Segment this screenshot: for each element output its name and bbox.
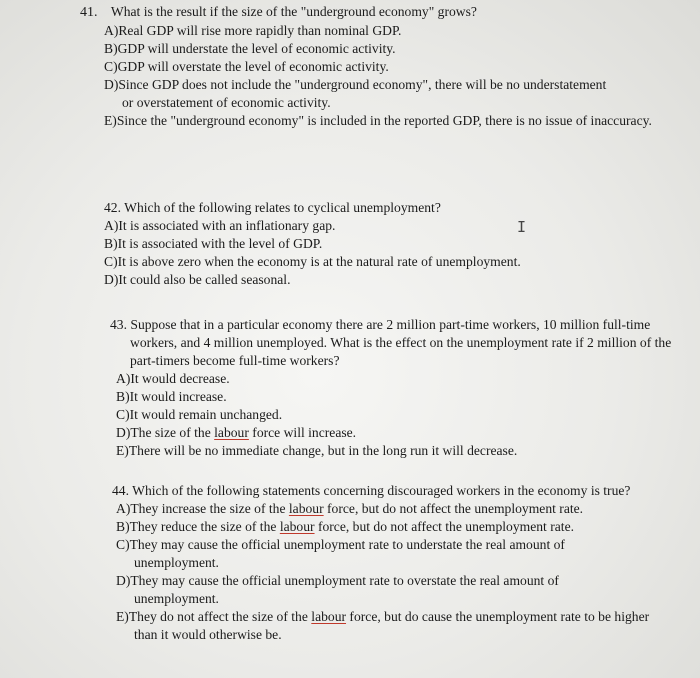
question-stem	[112, 482, 677, 500]
option-label: C)	[104, 59, 118, 74]
option-label: D)	[116, 425, 131, 440]
option-a[interactable]	[104, 22, 680, 40]
option-c[interactable]	[104, 253, 664, 271]
question-number: 41.	[80, 5, 98, 20]
option-text: It would increase.	[129, 389, 227, 404]
option-label: D)	[104, 272, 119, 287]
question-41	[80, 3, 680, 130]
option-label: C)	[104, 254, 118, 269]
option-label: C)	[116, 407, 130, 422]
question-text: What is the result if the size of the "underground economy" grows?	[110, 4, 477, 19]
option-label: A)	[116, 371, 131, 386]
option-text: They may cause the official unemployment rate to understate the real amount of unemployment.	[129, 537, 565, 570]
question-text: Suppose that in a particular economy there are 2 million part-time workers, 10 million full-time workers, and 4 million unemployed. What is the effect on the unemployment rate if 2 million of the part-timers become full-time workers?	[130, 317, 672, 368]
option-label: C)	[116, 537, 130, 552]
option-label: E)	[116, 443, 129, 458]
question-stem	[80, 3, 680, 22]
option-text-underlined: labour	[311, 609, 347, 624]
option-text: It is above zero when the economy is at the natural rate of unemployment.	[117, 254, 521, 269]
option-text: GDP will overstate the level of economic activity.	[117, 59, 389, 74]
question-number: 43.	[110, 317, 127, 332]
option-label: D)	[104, 77, 119, 92]
option-text: It would remain unchanged.	[129, 407, 283, 422]
option-text: Since the "underground economy" is included in the reported GDP, there is no issue of inaccuracy.	[116, 113, 652, 128]
question-text: Which of the following relates to cyclical unemployment?	[124, 200, 441, 215]
option-text: They do not affect the size of the	[128, 609, 312, 624]
question-number: 42.	[104, 200, 121, 215]
option-d[interactable]	[116, 424, 670, 442]
option-text: They reduce the size of the	[129, 519, 280, 534]
option-e[interactable]	[116, 608, 674, 644]
option-text: Since GDP does not include the "underground economy", there will be no understatement or overstatement of economic activity.	[118, 77, 607, 110]
option-b[interactable]	[116, 388, 670, 406]
option-a[interactable]	[116, 500, 672, 518]
text-cursor-icon: I	[517, 218, 527, 236]
option-b[interactable]	[116, 518, 672, 536]
option-label: A)	[116, 501, 131, 516]
question-42	[104, 199, 664, 289]
option-a[interactable]	[104, 217, 664, 235]
question-stem	[110, 316, 675, 370]
option-e[interactable]	[104, 112, 687, 130]
option-text-underlined: labour	[288, 501, 324, 516]
option-b[interactable]	[104, 235, 664, 253]
question-stem	[104, 199, 664, 217]
option-label: B)	[104, 236, 118, 251]
option-label: A)	[104, 218, 119, 233]
option-text: They may cause the official unemployment rate to overstate the real amount of unemployment.	[130, 573, 559, 606]
option-d[interactable]	[104, 271, 664, 289]
option-text: It is associated with an inflationary gap.	[118, 218, 336, 233]
option-text: force, but do not affect the unemployment rate.	[323, 501, 584, 516]
option-label: B)	[116, 519, 130, 534]
option-b[interactable]	[104, 40, 680, 58]
option-label: B)	[104, 41, 118, 56]
option-text: The size of the	[130, 425, 215, 440]
question-text: Which of the following statements concerning discouraged workers in the economy is true?	[132, 483, 631, 498]
question-number: 44.	[112, 483, 129, 498]
option-c[interactable]	[116, 406, 670, 424]
option-text: force, but do not affect the unemployment rate.	[314, 519, 574, 534]
option-c[interactable]	[104, 58, 680, 76]
option-text: There will be no immediate change, but in the long run it will decrease.	[128, 443, 518, 458]
option-text-underlined: labour	[214, 425, 249, 440]
option-label: B)	[116, 389, 130, 404]
option-c[interactable]	[116, 536, 639, 572]
option-text: force will increase.	[248, 425, 357, 440]
option-label: A)	[104, 23, 119, 38]
option-text: Real GDP will rise more rapidly than nominal GDP.	[118, 23, 402, 38]
option-text: It would decrease.	[130, 371, 230, 386]
option-text: It could also be called seasonal.	[118, 272, 291, 287]
option-label: E)	[104, 113, 117, 128]
option-text: GDP will understate the level of economic activity.	[117, 41, 396, 56]
question-44	[112, 482, 672, 644]
question-43	[110, 316, 670, 460]
option-e[interactable]	[116, 442, 670, 460]
option-text: It is associated with the level of GDP.	[117, 236, 323, 251]
option-text: force, but do cause the unemployment rate to be higher than it would otherwise be.	[134, 609, 650, 642]
option-label: D)	[116, 573, 131, 588]
option-d[interactable]	[104, 76, 612, 112]
option-label: E)	[116, 609, 129, 624]
option-a[interactable]	[116, 370, 670, 388]
option-text: They increase the size of the	[130, 501, 289, 516]
option-text-underlined: labour	[279, 519, 315, 534]
option-d[interactable]	[116, 572, 639, 608]
